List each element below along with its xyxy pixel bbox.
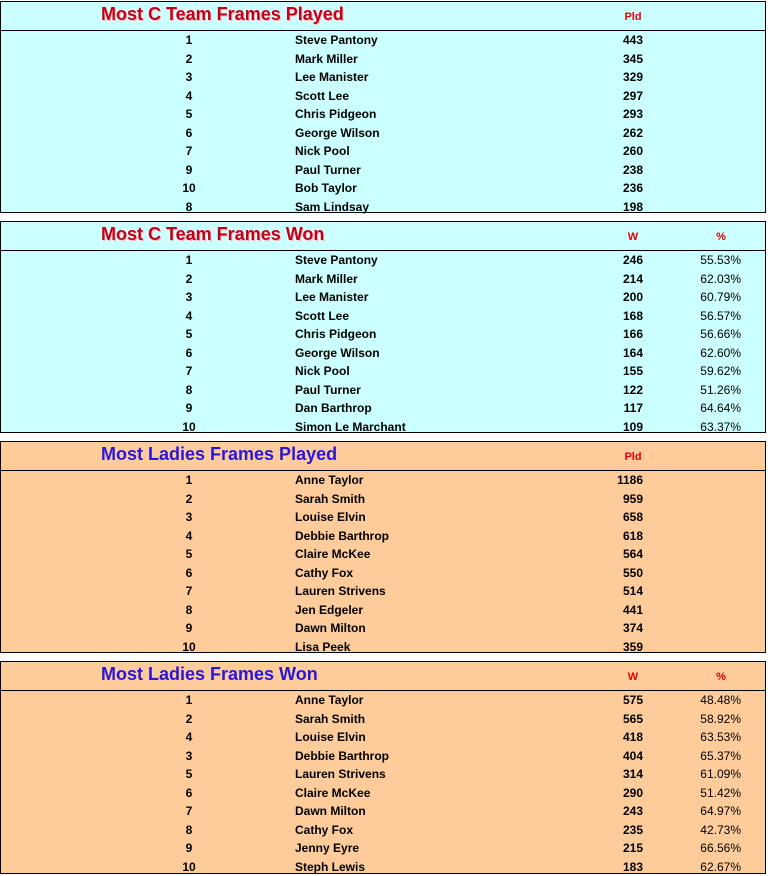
table-row	[1, 68, 765, 87]
player-name-cell: Louise Elvin	[295, 730, 366, 744]
percent-cell: 58.92%	[661, 712, 741, 726]
ladies-played-section	[0, 441, 766, 653]
c-team-played-section	[0, 1, 766, 213]
player-name-cell: Steve Pantony	[295, 33, 378, 47]
player-name-cell: Nick Pool	[295, 144, 350, 158]
value-cell: 618	[591, 529, 643, 543]
value-cell: 122	[591, 383, 643, 397]
player-name-cell: Anne Taylor	[295, 473, 363, 487]
column-header-pct: %	[701, 671, 741, 683]
player-name-cell: Steph Lewis	[295, 860, 365, 874]
table-row	[1, 418, 765, 437]
percent-cell: 63.37%	[661, 420, 741, 434]
rank-cell: 6	[161, 346, 217, 360]
player-name-cell: Louise Elvin	[295, 510, 366, 524]
value-cell: 155	[591, 364, 643, 378]
table-row	[1, 784, 765, 803]
percent-cell: 51.26%	[661, 383, 741, 397]
player-name-cell: Dan Barthrop	[295, 401, 372, 415]
percent-cell: 51.42%	[661, 786, 741, 800]
value-cell: 374	[591, 621, 643, 635]
percent-cell: 61.09%	[661, 767, 741, 781]
value-cell: 359	[591, 640, 643, 654]
value-cell: 418	[591, 730, 643, 744]
c-team-won-section	[0, 221, 766, 433]
section-header	[1, 2, 765, 31]
rank-cell: 2	[161, 712, 217, 726]
rank-cell: 9	[161, 841, 217, 855]
percent-cell: 42.73%	[661, 823, 741, 837]
table-row	[1, 270, 765, 289]
value-cell: 260	[591, 144, 643, 158]
table-row	[1, 251, 765, 270]
rank-cell: 1	[161, 693, 217, 707]
value-cell: 441	[591, 603, 643, 617]
table-row	[1, 728, 765, 747]
rank-cell: 6	[161, 126, 217, 140]
rank-cell: 9	[161, 621, 217, 635]
rank-cell: 9	[161, 401, 217, 415]
player-name-cell: George Wilson	[295, 346, 380, 360]
value-cell: 183	[591, 860, 643, 874]
rank-cell: 3	[161, 70, 217, 84]
percent-cell: 63.53%	[661, 730, 741, 744]
rank-cell: 7	[161, 144, 217, 158]
section-header	[1, 662, 765, 691]
rank-cell: 1	[161, 473, 217, 487]
percent-cell: 62.03%	[661, 272, 741, 286]
rank-cell: 7	[161, 364, 217, 378]
value-cell: 236	[591, 181, 643, 195]
player-name-cell: Nick Pool	[295, 364, 350, 378]
player-name-cell: Chris Pidgeon	[295, 107, 376, 121]
table-row	[1, 325, 765, 344]
rank-cell: 1	[161, 33, 217, 47]
table-row	[1, 179, 765, 198]
rank-cell: 4	[161, 529, 217, 543]
table-row	[1, 802, 765, 821]
percent-cell: 64.64%	[661, 401, 741, 415]
rank-cell: 6	[161, 786, 217, 800]
player-name-cell: Lee Manister	[295, 70, 368, 84]
value-cell: 404	[591, 749, 643, 763]
rank-cell: 4	[161, 89, 217, 103]
rank-cell: 8	[161, 383, 217, 397]
section-title: Most Ladies Frames Won	[101, 664, 318, 685]
player-name-cell: Paul Turner	[295, 163, 361, 177]
value-cell: 293	[591, 107, 643, 121]
value-cell: 329	[591, 70, 643, 84]
section-title: Most C Team Frames Played	[101, 4, 344, 25]
player-name-cell: Mark Miller	[295, 272, 358, 286]
table-row	[1, 105, 765, 124]
rank-cell: 5	[161, 327, 217, 341]
rank-cell: 5	[161, 547, 217, 561]
value-cell: 243	[591, 804, 643, 818]
rank-cell: 3	[161, 290, 217, 304]
table-row	[1, 471, 765, 490]
value-cell: 314	[591, 767, 643, 781]
table-row	[1, 839, 765, 858]
player-name-cell: Scott Lee	[295, 89, 349, 103]
column-header-value: W	[613, 231, 653, 243]
table-row	[1, 765, 765, 784]
value-cell: 297	[591, 89, 643, 103]
value-cell: 198	[591, 200, 643, 214]
value-cell: 238	[591, 163, 643, 177]
rank-cell: 1	[161, 253, 217, 267]
table-row	[1, 691, 765, 710]
column-header-value: Pld	[613, 11, 653, 23]
percent-cell: 56.57%	[661, 309, 741, 323]
value-cell: 166	[591, 327, 643, 341]
rank-cell: 6	[161, 566, 217, 580]
section-header	[1, 222, 765, 251]
value-cell: 235	[591, 823, 643, 837]
rank-cell: 8	[161, 823, 217, 837]
rank-cell: 10	[161, 420, 217, 434]
value-cell: 514	[591, 584, 643, 598]
percent-cell: 59.62%	[661, 364, 741, 378]
rank-cell: 8	[161, 603, 217, 617]
percent-cell: 56.66%	[661, 327, 741, 341]
value-cell: 345	[591, 52, 643, 66]
table-row	[1, 198, 765, 217]
table-row	[1, 124, 765, 143]
rank-cell: 10	[161, 181, 217, 195]
rank-cell: 2	[161, 272, 217, 286]
rank-cell: 3	[161, 510, 217, 524]
percent-cell: 66.56%	[661, 841, 741, 855]
player-name-cell: Bob Taylor	[295, 181, 357, 195]
column-header-value: Pld	[613, 451, 653, 463]
rank-cell: 3	[161, 749, 217, 763]
player-name-cell: Lee Manister	[295, 290, 368, 304]
player-name-cell: Sarah Smith	[295, 492, 365, 506]
section-title: Most Ladies Frames Played	[101, 444, 337, 465]
table-row	[1, 508, 765, 527]
table-row	[1, 50, 765, 69]
section-title: Most C Team Frames Won	[101, 224, 324, 245]
ladies-won-section	[0, 661, 766, 874]
table-row	[1, 142, 765, 161]
rank-cell: 4	[161, 730, 217, 744]
table-row	[1, 288, 765, 307]
value-cell: 1186	[591, 473, 643, 487]
player-name-cell: Debbie Barthrop	[295, 529, 389, 543]
value-cell: 168	[591, 309, 643, 323]
value-cell: 658	[591, 510, 643, 524]
table-body	[1, 31, 765, 216]
player-name-cell: Paul Turner	[295, 383, 361, 397]
player-name-cell: Lauren Strivens	[295, 584, 386, 598]
player-name-cell: Simon Le Marchant	[295, 420, 406, 434]
value-cell: 200	[591, 290, 643, 304]
rank-cell: 10	[161, 860, 217, 874]
player-name-cell: Jen Edgeler	[295, 603, 363, 617]
table-row	[1, 821, 765, 840]
player-name-cell: Lisa Peek	[295, 640, 350, 654]
player-name-cell: Claire McKee	[295, 547, 370, 561]
table-row	[1, 710, 765, 729]
value-cell: 109	[591, 420, 643, 434]
player-name-cell: Dawn Milton	[295, 804, 366, 818]
table-row	[1, 601, 765, 620]
player-name-cell: Chris Pidgeon	[295, 327, 376, 341]
percent-cell: 55.53%	[661, 253, 741, 267]
player-name-cell: Lauren Strivens	[295, 767, 386, 781]
rank-cell: 2	[161, 492, 217, 506]
value-cell: 215	[591, 841, 643, 855]
table-row	[1, 399, 765, 418]
value-cell: 565	[591, 712, 643, 726]
table-body	[1, 691, 765, 876]
player-name-cell: Sarah Smith	[295, 712, 365, 726]
percent-cell: 62.67%	[661, 860, 741, 874]
value-cell: 564	[591, 547, 643, 561]
player-name-cell: Debbie Barthrop	[295, 749, 389, 763]
player-name-cell: Steve Pantony	[295, 253, 378, 267]
table-row	[1, 381, 765, 400]
player-name-cell: Claire McKee	[295, 786, 370, 800]
player-name-cell: Dawn Milton	[295, 621, 366, 635]
rank-cell: 2	[161, 52, 217, 66]
percent-cell: 60.79%	[661, 290, 741, 304]
player-name-cell: Scott Lee	[295, 309, 349, 323]
rank-cell: 7	[161, 804, 217, 818]
rank-cell: 8	[161, 200, 217, 214]
table-body	[1, 471, 765, 656]
player-name-cell: Cathy Fox	[295, 566, 353, 580]
table-row	[1, 638, 765, 657]
table-row	[1, 362, 765, 381]
table-row	[1, 858, 765, 876]
player-name-cell: George Wilson	[295, 126, 380, 140]
rank-cell: 5	[161, 767, 217, 781]
table-row	[1, 564, 765, 583]
value-cell: 575	[591, 693, 643, 707]
value-cell: 117	[591, 401, 643, 415]
rank-cell: 7	[161, 584, 217, 598]
table-row	[1, 87, 765, 106]
value-cell: 262	[591, 126, 643, 140]
table-body	[1, 251, 765, 436]
player-name-cell: Mark Miller	[295, 52, 358, 66]
rank-cell: 5	[161, 107, 217, 121]
table-row	[1, 545, 765, 564]
table-row	[1, 747, 765, 766]
rank-cell: 4	[161, 309, 217, 323]
rank-cell: 10	[161, 640, 217, 654]
table-row	[1, 527, 765, 546]
table-row	[1, 582, 765, 601]
value-cell: 246	[591, 253, 643, 267]
player-name-cell: Sam Lindsay	[295, 200, 369, 214]
value-cell: 443	[591, 33, 643, 47]
table-row	[1, 307, 765, 326]
percent-cell: 62.60%	[661, 346, 741, 360]
table-row	[1, 344, 765, 363]
percent-cell: 64.97%	[661, 804, 741, 818]
section-header	[1, 442, 765, 471]
value-cell: 959	[591, 492, 643, 506]
percent-cell: 65.37%	[661, 749, 741, 763]
rank-cell: 9	[161, 163, 217, 177]
column-header-value: W	[613, 671, 653, 683]
table-row	[1, 161, 765, 180]
table-row	[1, 31, 765, 50]
player-name-cell: Jenny Eyre	[295, 841, 359, 855]
value-cell: 214	[591, 272, 643, 286]
column-header-pct: %	[701, 231, 741, 243]
percent-cell: 48.48%	[661, 693, 741, 707]
value-cell: 164	[591, 346, 643, 360]
value-cell: 550	[591, 566, 643, 580]
table-row	[1, 619, 765, 638]
table-row	[1, 490, 765, 509]
player-name-cell: Anne Taylor	[295, 693, 363, 707]
value-cell: 290	[591, 786, 643, 800]
player-name-cell: Cathy Fox	[295, 823, 353, 837]
